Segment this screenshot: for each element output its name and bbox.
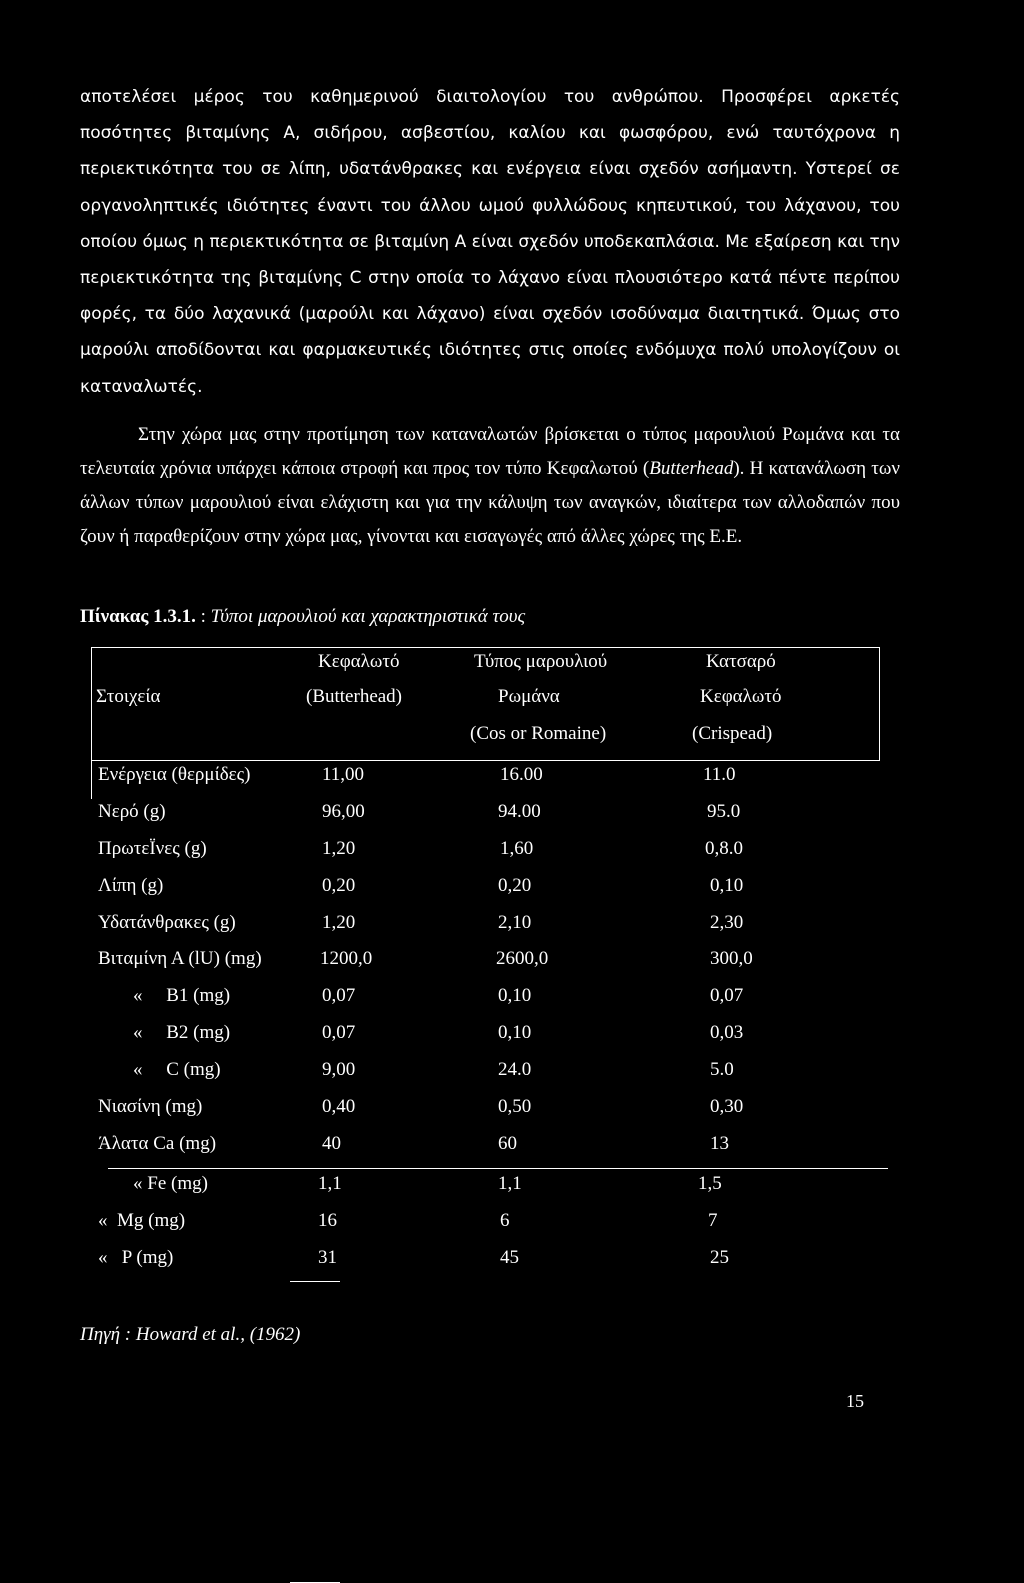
table-cell: 1,60 [500,838,534,859]
table-cell: 40 [322,1133,341,1154]
table-top-border [92,647,880,648]
table-cell: 11,00 [322,764,365,785]
table-cell: Άλατα Ca (mg) [98,1133,217,1154]
table-header-divider [92,760,880,761]
body-paragraph-2 [80,418,900,554]
table-cell: Βιταμίνη Α (lU) (mg) [98,948,262,969]
table-cell: « Β1 (mg) [133,985,231,1006]
table-cell: 96,00 [322,801,365,822]
table-caption [80,606,525,628]
table-cell: « Mg (mg) [98,1210,186,1231]
table-cell: Νερό (g) [98,801,166,822]
table-left-border [91,647,92,799]
table-cell: 1,1 [318,1173,342,1194]
table-cell: 9,00 [322,1059,356,1080]
table-cell: 300,0 [710,948,753,969]
table-cell: 5.0 [710,1059,734,1080]
table-cell: 1,5 [698,1173,722,1194]
header-col2-line2: Ρωμάνα [498,686,560,707]
header-col1-line1: Κεφαλωτό [318,651,400,672]
table-cell: 25 [710,1247,729,1268]
table-cell: 0,07 [710,985,744,1006]
table-right-border [879,647,880,761]
paragraph-2-italic: Butterhead [649,458,734,479]
header-col2-line3: (Cos or Romaine) [470,723,607,744]
table-cell: 13 [710,1133,729,1154]
table-cell: 1200,0 [320,948,373,969]
table-cell: 0,10 [710,875,744,896]
table-cell: 1,20 [322,912,356,933]
table-cell: « P (mg) [98,1247,174,1268]
table-cell: 6 [500,1210,510,1231]
paragraph-2-text-b: ). Η κατανάλωση των άλλων τύπων μαρουλιού είναι ελάχιστη και για την κάλυψη των αναγκών, ιδιαίτερα των αλλοδαπών που ζουν ή παραθερίζουν στην χώρα μας, γίνονται και εισαγωγές από άλλες χώρες της Ε.Ε. [80,458,900,547]
table-lower-divider [108,1168,888,1169]
table-cell: 1,1 [498,1173,522,1194]
table-cell: 94.00 [498,801,541,822]
table-cell: « Fe (mg) [133,1173,208,1194]
table-cell: 1,20 [322,838,356,859]
table-cell: 16.00 [500,764,543,785]
table-cell: 31 [318,1247,337,1268]
table-cell: 0,20 [498,875,532,896]
page-number: 15 [846,1391,864,1411]
table-cell: 45 [500,1247,519,1268]
table-cell: 0,50 [498,1096,532,1117]
table-cell: 0,10 [498,1022,532,1043]
body-paragraph-1: αποτελέσει μέρος του καθημερινού διαιτολογίου του ανθρώπου. Προσφέρει αρκετές ποσότητες βιταμίνης Α, σιδήρου, ασβεστίου, καλίου και φωσφόρου, ενώ ταυτόχρονα η περιεκτικότητα του σε λίπη, υδατάνθρακες και ενέργεια είναι σχεδόν ασήμαντη. Υστερεί σε οργανοληπτικές ιδιότητες έναντι του άλλου ωμού φυλλώδους κηπευτικού, του λάχανου, του οποίου όμως η περιεκτικότητα σε βιταμίνη Α είναι σχεδόν υποδεκαπλάσια. Με εξαίρεση και την περιεκτικότητα της βιταμίνης C στην οποία το λάχανο είναι πλουσιότερο κατά πέντε περίπου φορές, τα δύο λαχανικά (μαρούλι και λάχανο) είναι σχεδόν ισοδύναμα διαιτητικά. Όμως στο μαρούλι αποδίδονται και φαρμακευτικές ιδιότητες στις οποίες ενδόμυχα πολύ υπολογίζουν οι καταναλωτές. [80,87,900,397]
table-caption-label: Πίνακας 1.3.1. [80,606,196,627]
table-cell: Υδατάνθρακες (g) [98,912,236,933]
table-end-rule [290,1281,340,1282]
table-cell: Νιασίνη (mg) [98,1096,203,1117]
table-cell: 60 [498,1133,517,1154]
header-col3-line1: Κατσαρό [706,651,776,672]
table-cell: 0,8.0 [705,838,743,859]
table-cell: 0,30 [710,1096,744,1117]
table-cell: ΠρωτεΪνες (g) [98,838,207,859]
table-cell: 0,07 [322,1022,356,1043]
table-cell: 2600,0 [496,948,549,969]
table-caption-separator: : [195,606,211,627]
table-cell: 24.0 [498,1059,532,1080]
table-cell: 0,10 [498,985,532,1006]
header-col0-line2: Στοιχεία [96,686,161,707]
table-cell: 16 [318,1210,337,1231]
table-cell: 0,03 [710,1022,744,1043]
table-cell: « Β2 (mg) [133,1022,231,1043]
header-col2-line1: Τύπος μαρουλιού [474,651,608,672]
table-cell: 0,20 [322,875,356,896]
table-cell: 11.0 [703,764,736,785]
header-col3-line3: (Crispead) [692,723,773,744]
table-cell: 2,10 [498,912,532,933]
header-col1-line2: (Butterhead) [306,686,403,707]
table-caption-title: Τύποι μαρουλιού και χαρακτηριστικά τους [210,606,526,627]
table-source: Πηγή : Howard et al., (1962) [80,1324,301,1345]
table-cell: Ενέργεια (θερμίδες) [98,764,251,785]
table-cell: 7 [708,1210,718,1231]
table-cell: 0,07 [322,985,356,1006]
header-col3-line2: Κεφαλωτό [700,686,782,707]
table-cell: 0,40 [322,1096,356,1117]
table-cell: 2,30 [710,912,744,933]
table-cell: « C (mg) [133,1059,221,1080]
table-cell: 95.0 [707,801,741,822]
paragraph-2-text-a: Στην χώρα μας στην προτίμηση των καταναλωτών βρίσκεται ο τύπος μαρουλιού Ρωμάνα και τα τελευταία χρόνια υπάρχει κάποια στροφή και προς τον τύπο Κεφαλωτού ( [80,424,900,479]
table-cell: Λίπη (g) [98,875,164,896]
